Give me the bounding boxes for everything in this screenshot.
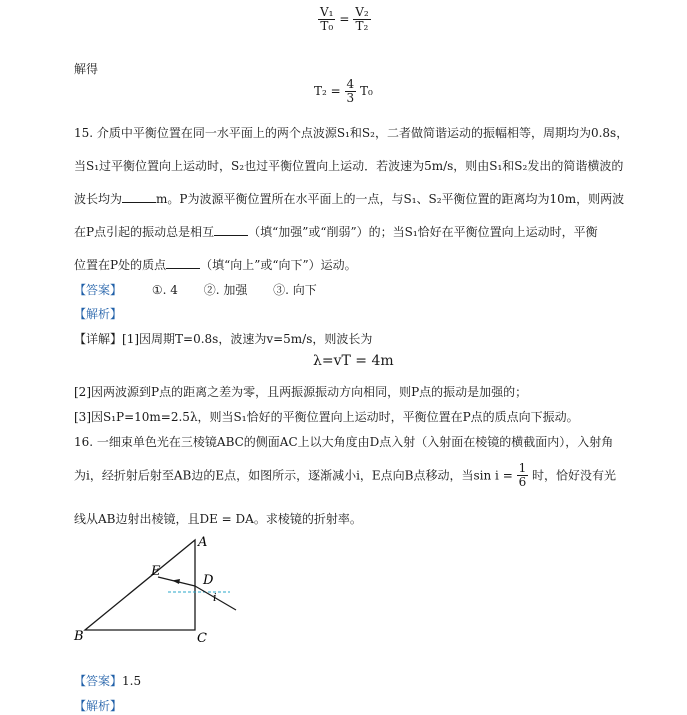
prism-triangle (85, 540, 195, 630)
answer-blank-2 (214, 225, 248, 236)
detail-15-line-3: [3]因S₁P=10m=2.5λ，则当S₁恰好的平衡位置向上运动时，平衡位置在P点的质点向下振动。 (74, 410, 579, 424)
detail-15-line-1: 【详解】[1]因周期T=0.8s，波速为v=5m/s，则波长为 (74, 332, 373, 346)
label-c: C (197, 631, 207, 646)
detail-15-line-2: [2]因两波源到P点的距离之差为零，且两振源振动方向相同，则P点的振动是加强的； (74, 385, 528, 399)
answer-blank-1 (122, 192, 156, 203)
fraction-v1-t0: $\frac{\text{V₁}}{\text{T₀}}$ (320, 5, 334, 33)
answer-blank-3 (166, 258, 200, 269)
label-d: D (203, 573, 214, 588)
analysis-tag-16: 【解析】 (74, 699, 123, 713)
equation-v-over-t (318, 6, 371, 32)
analysis-tag-15: 【解析】 (74, 307, 123, 321)
fraction-4-3: $\frac{4}{3}$ (346, 77, 355, 105)
q15-line-3: 波长均为 m。P为波源平衡位置所在水平面上的一点，与S₁、S₂平衡位置的距离均为10m，则两波 (74, 192, 625, 206)
answer-16: 【答案】1.5 (74, 674, 142, 688)
q15-line-5: 位置在P处的质点 （填“向上”或“向下”）运动。 (74, 258, 357, 272)
label-b: B (74, 629, 84, 644)
q15-line-4: 在P点引起的振动总是相互 （填“加强”或“削弱”）的；当S₁恰好在平衡位置向上运动时，平衡 (74, 225, 598, 239)
q16-line-2: 为i，经折射后射至AB边的E点，如图所示，逐渐减小i，E点向B点移动，当sin i = $\frac{1}{6}$ 时，恰好没有光 (74, 461, 617, 489)
answer-tag: 【答案】 (74, 283, 123, 297)
wavelength-equation: λ=vT = 4m (313, 353, 394, 369)
prism-figure (60, 530, 260, 650)
label-e: E (151, 564, 161, 579)
fraction-v2-t2: $\frac{\text{V₂}}{\text{T₂}}$ (355, 5, 369, 33)
label-a: A (198, 535, 208, 550)
q16-line-3: 线从AB边射出棱镜，且DE = DA。求棱镜的折射率。 (74, 512, 362, 526)
q15-line-2: 当S₁过平衡位置向上运动时，S₂也过平衡位置向上运动．若波速为5m/s，则由S₁和S₂发出的简谐横波的 (74, 159, 624, 173)
q15-line-1: 15. 介质中平衡位置在同一水平面上的两个点波源S₁和S₂，二者做简谐运动的振幅相等，周期均为0.8s， (74, 126, 629, 140)
q16-line-1: 16. 一细束单色光在三棱镜ABC的侧面AC上以大角度由D点入射（入射面在棱镜的横截面内），入射角 (74, 435, 614, 449)
answer-15: 【答案】 ①. 4 ②. 加强 ③. 向下 (74, 283, 317, 297)
equals-sign: = (339, 12, 350, 27)
equation-t2: T₂ = $\frac{4}{3}$ T₀ (314, 77, 373, 105)
solve-label: 解得 (74, 62, 99, 76)
label-i: i (213, 591, 217, 604)
fraction-1-6: $\frac{1}{6}$ (518, 461, 527, 489)
ray-arrow (172, 579, 180, 584)
